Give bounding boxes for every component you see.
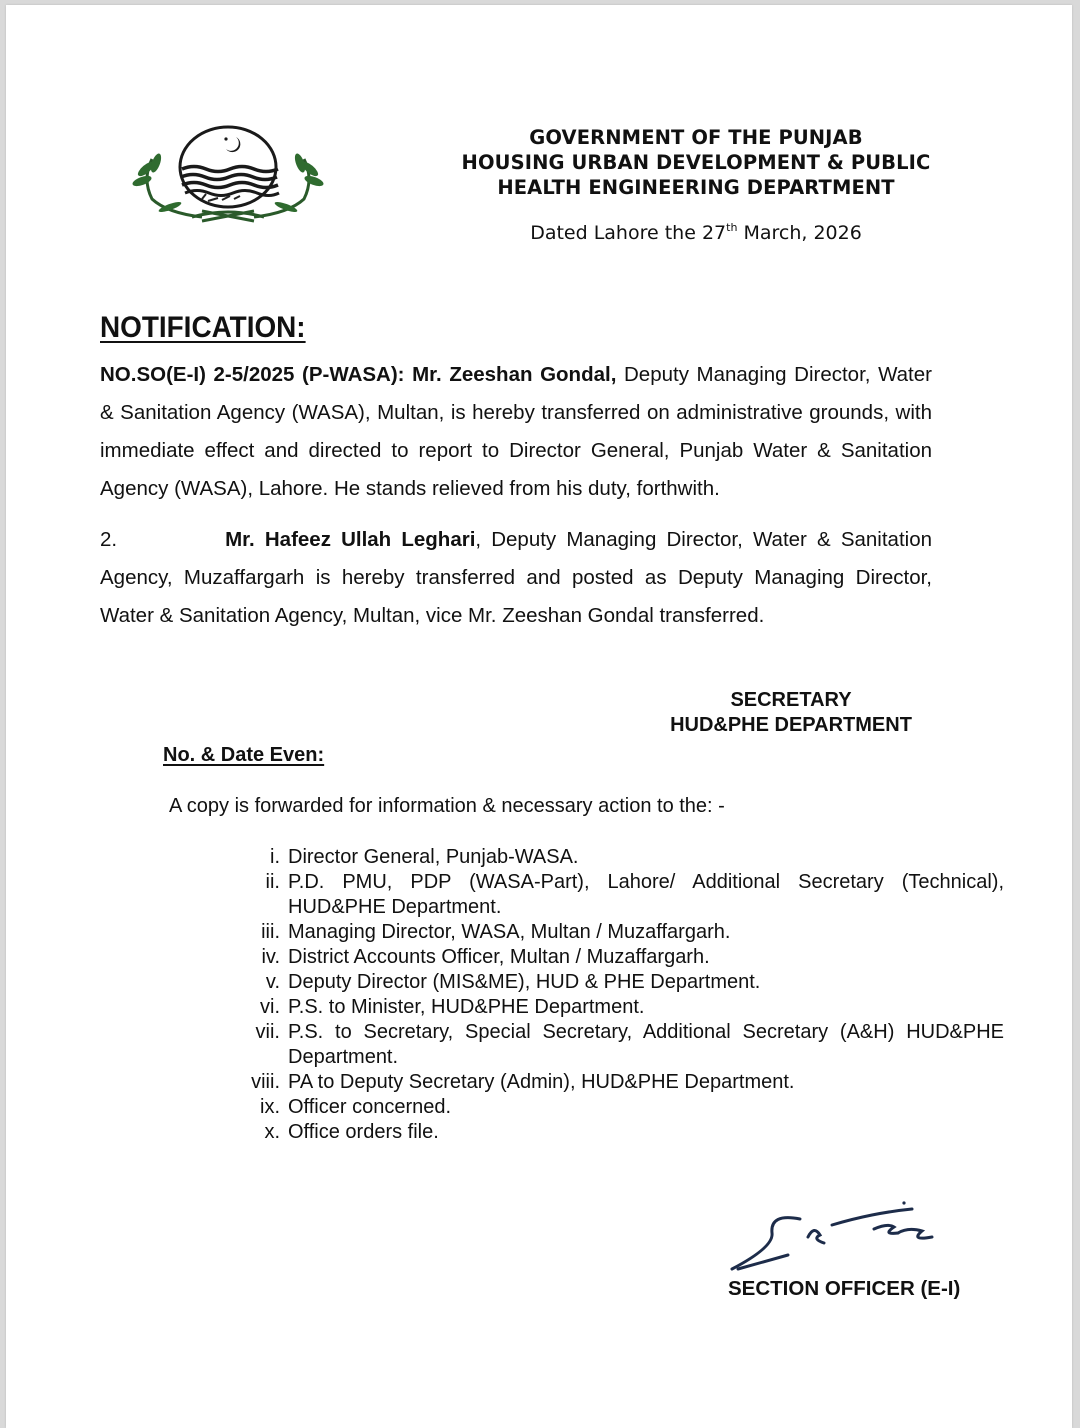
list-item: i. Director General, Punjab-WASA. — [270, 846, 579, 868]
distribution-list — [232, 845, 1004, 1145]
list-item: vii. P.S. to Secretary, Special Secretary, Additional Secretary (A&H) HUD&PHE Department. — [255, 1021, 1004, 1068]
list-item: ii. P.D. PMU, PDP (WASA-Part), Lahore/ Additional Secretary (Technical), HUD&PHE Department. — [265, 871, 1004, 918]
notification-paragraph-1 — [100, 356, 932, 508]
list-item: vi. P.S. to Minister, HUD&PHE Department. — [260, 996, 645, 1018]
paragraph-number: 2. — [100, 528, 118, 551]
document-page — [6, 5, 1072, 1428]
copy-forwarded-intro: A copy is forwarded for information & necessary action to the: - — [169, 795, 725, 817]
dated-line: Dated Lahore the 27th March, 2026 — [530, 221, 862, 244]
list-item: x. Office orders file. — [264, 1121, 439, 1143]
notification-title: NOTIFICATION: — [100, 311, 306, 344]
secretary-department: HUD&PHE DEPARTMENT — [670, 714, 912, 736]
paragraph-text: , Deputy Managing Director, Water & Sanitation Agency, Muzaffargarh is hereby transferred and posted as Deputy Managing Director, Water & Sanitation Agency, Multan, vice Mr. Zeeshan Gondal transferred. — [100, 528, 932, 627]
notification-reference: NO.SO(E-I) 2-5/2025 (P-WASA): — [100, 363, 405, 386]
header-line-department-2: HEALTH ENGINEERING DEPARTMENT — [497, 176, 895, 199]
secretary-title: SECRETARY — [730, 689, 852, 711]
list-item: v. Deputy Director (MIS&ME), HUD & PHE Department. — [265, 971, 761, 993]
officer-name: Mr. Zeeshan Gondal, — [412, 363, 617, 386]
list-item: viii. PA to Deputy Secretary (Admin), HUD&PHE Department. — [251, 1071, 795, 1093]
section-officer-title: SECTION OFFICER (E-I) — [728, 1277, 961, 1300]
list-item: iii. Managing Director, WASA, Multan / Muzaffargarh. — [261, 921, 731, 943]
notification-paragraph-2 — [100, 521, 932, 635]
no-date-even-heading: No. & Date Even: — [163, 744, 325, 766]
list-item: ix. Officer concerned. — [260, 1096, 452, 1118]
header-line-government: GOVERNMENT OF THE PUNJAB — [529, 126, 863, 149]
paragraph-text: Deputy Managing Director, Water & Sanitation Agency (WASA), Multan, is hereby transferred on administrative grounds, with immediate effect and directed to report to Director General, Punjab Water & Sanitation Agency (WASA), Lahore. He stands relieved from his duty, forthwith. — [100, 363, 932, 500]
officer-name: Mr. Hafeez Ullah Leghari — [225, 528, 476, 551]
signature-icon — [728, 1195, 958, 1275]
header-line-department: HOUSING URBAN DEVELOPMENT & PUBLIC — [461, 151, 931, 174]
punjab-emblem-icon — [122, 117, 334, 225]
list-item: iv. District Accounts Officer, Multan / Muzaffargarh. — [261, 946, 710, 968]
